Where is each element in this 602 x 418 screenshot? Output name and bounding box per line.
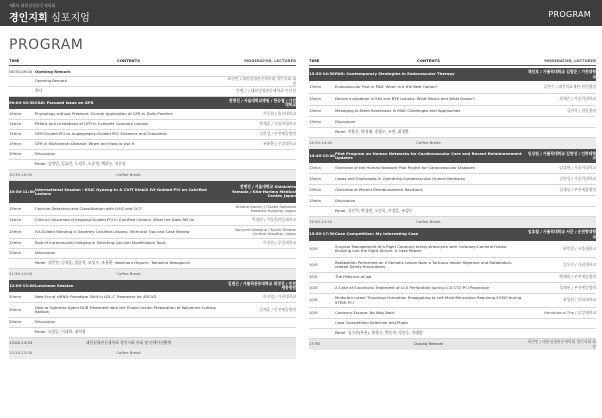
row-content: Clinical Outcomes of Imaging-Guided PCI in Calcified Lesions: What the Data Tell Us xyxy=(35,217,195,223)
session-header-row xyxy=(309,149,596,163)
program-row xyxy=(9,226,296,239)
row-time: 14:30-14:40 xyxy=(309,140,333,146)
row-time: 30min xyxy=(9,151,21,157)
program-row xyxy=(309,163,596,174)
header-contents: CONTENTS xyxy=(417,58,440,64)
row-content: International Session - KSIC Gyeong-in & CVIT Kinki2 IVI-Guided PCI on Calcified Lesions xyxy=(35,186,207,196)
row-time: 09:00-10:30 xyxy=(9,99,35,105)
page-title: PROGRAM xyxy=(9,37,84,53)
program-row xyxy=(309,185,596,196)
banner-program-label: PROGRAM xyxy=(548,10,591,19)
coffee-break-row xyxy=(9,269,296,280)
top-banner xyxy=(0,0,602,26)
row-content: Panel: 유성일, 이대희, 최혁경 xyxy=(35,329,86,335)
row-time: 15min xyxy=(309,164,321,170)
program-row xyxy=(9,216,296,226)
row-time: 10/5 xyxy=(309,309,318,315)
row-time: 17:30 xyxy=(309,341,320,347)
row-time: 13:20-13:30 xyxy=(9,350,33,356)
row-content: Coffee Break xyxy=(116,350,141,356)
row-content: Panel: 김정민, 김효민, 노경호, 도준형, 백현우, 서은종 xyxy=(35,161,126,167)
row-time: 15min xyxy=(9,240,21,246)
row-lecturer: 김범근 / 가톨릭관동대학교 최영진 / 부천세종병원 xyxy=(227,280,296,290)
row-lecturer: Noriyuki Wakana / Kyoto Tanabe Central Hospital, Japan xyxy=(235,226,296,236)
row-lecturer: 성재현 / 부천세종병원 xyxy=(559,284,596,290)
row-time: 08:50-09:00 xyxy=(9,68,33,74)
program-row xyxy=(309,273,596,283)
header-moderator: MODERATOR, LECTURER xyxy=(544,58,596,64)
row-content: Cases and Challenges in Operating Cardiovascular Human Networks xyxy=(335,175,466,181)
row-content: Panel: 박용준, 박지혜, 송영우, 조현, 최경환 xyxy=(335,129,409,135)
row-content: Device Innovation in SFA and BTK Lesions: What Works and What Doesn't xyxy=(335,96,475,102)
program-row xyxy=(309,196,596,207)
row-time: 15min xyxy=(9,131,21,137)
row-lecturer: 이상현 / 중앙대학교 xyxy=(262,240,296,246)
session-header-row xyxy=(309,228,596,241)
program-row xyxy=(309,106,596,117)
row-content: Discussion xyxy=(335,118,356,124)
row-content: PAD: Contemporary Strategies in Endovascular Therapy xyxy=(335,71,455,77)
row-time: 15:40-15:50 xyxy=(309,219,333,225)
row-content: Coronary Escape: No Way Back xyxy=(335,309,395,315)
left-table-header xyxy=(9,58,296,66)
coffee-break-row xyxy=(309,217,596,228)
row-lecturer: 최헌인 / 대한심혈관중재학회 경인지회 회장 xyxy=(227,77,296,86)
row-time: 20min xyxy=(9,319,21,325)
program-row xyxy=(9,249,296,259)
row-time: 15min xyxy=(9,205,21,211)
row-time: 15min xyxy=(309,175,321,181)
row-time: 10/5 xyxy=(309,245,318,251)
row-content: Pilot Program on Human Networks for Cardiovascular Care and Recent Reimbursement Updates xyxy=(335,150,522,160)
row-content: 대한심혈관중재학회 경인지회 총회 및 단체사진촬영 xyxy=(85,339,172,345)
row-content: Panel: 김민진, 김지훈, 임종석, 조성우, 조윤환, Yoshiharu Higuchi, Tomohiro Yamaguchi xyxy=(35,260,190,266)
row-time: 15min xyxy=(309,118,321,124)
row-lecturer: 전병진 / 서울대학교병원 / 한승철 / 가천대학교 xyxy=(228,97,296,107)
row-content: Case Competition: My Interesting Case xyxy=(335,231,419,237)
coffee-break-row xyxy=(9,170,296,181)
program-row xyxy=(9,318,296,328)
header-time: TIME xyxy=(9,58,20,64)
row-content: Opening Remark xyxy=(35,68,71,74)
row-lecturer: 김재상 / 부천세종병원 xyxy=(559,186,596,192)
row-time: 15min xyxy=(309,107,321,113)
row-time: 15min xyxy=(9,228,21,234)
row-time: 15:50-17:30 xyxy=(309,231,335,237)
row-content: IVI-Guided Stenting in Severely Calcified Lesions: Technical Tips and Case Review xyxy=(35,228,190,234)
row-lecturer: Hendrianus The / 중앙대학교 xyxy=(543,309,596,315)
banner-title: 경인지회 심포지엄 xyxy=(9,13,90,24)
session-header-row xyxy=(309,68,596,81)
program-row xyxy=(9,259,296,269)
program-row xyxy=(9,130,296,140)
row-time: 13:30-14:30 xyxy=(309,71,335,77)
row-content: Discussion xyxy=(35,319,56,325)
row-content: Case Competition Selection and Photo xyxy=(335,320,408,326)
program-row xyxy=(9,77,296,87)
row-lecturer: 전병진 / 서울대학교 Shinichiro Yamada / Kita-Harima Medical Center, Japan xyxy=(231,184,296,199)
row-time: 15min xyxy=(309,96,321,102)
row-time: 15min xyxy=(9,110,21,116)
row-content: Physiology without Pressure: Clinical Application of GFR in Daily Practice xyxy=(35,110,173,116)
row-content: Endovascular First in PAD: When is it the Best Option? xyxy=(335,83,438,89)
program-row xyxy=(309,128,596,138)
row-content: New Era of siRNA: Paradigm Shift in LDL-C Treatment for ASCVD xyxy=(35,293,157,299)
row-time: 10/5 xyxy=(309,274,318,280)
row-time: 20min xyxy=(9,293,21,299)
row-content: A Case of Successful Treatment of LCX Perforation during LCX CTO PCI Procedure xyxy=(335,284,490,290)
row-content: Opening Remark xyxy=(35,78,67,84)
session-header-row xyxy=(9,97,296,109)
row-content: Overview of Recent Reimbursement Revisions xyxy=(335,186,423,192)
row-content: Managing In-Stent Restenosis in PAD: Challenges and Approaches xyxy=(335,107,461,113)
program-row xyxy=(309,207,596,217)
row-time: 15min xyxy=(9,121,21,127)
row-time: 13:00-13:20 xyxy=(9,339,33,345)
program-row xyxy=(9,203,296,216)
program-row xyxy=(309,258,596,273)
program-row xyxy=(309,308,596,319)
row-content: Discussion xyxy=(35,151,56,157)
program-row xyxy=(9,338,296,348)
row-content: Pitfalls and Limitations of GFR in Complex Coronary Lesions xyxy=(35,121,149,127)
program-row xyxy=(309,319,596,329)
program-row xyxy=(9,239,296,249)
banner-subtitle: 제6차 대한심혈관중재학회 xyxy=(9,3,56,8)
program-row xyxy=(309,174,596,185)
row-lecturer: 임효철 / 가톨릭대학교 서준 / 순천향대학교 xyxy=(527,229,596,239)
row-content: Closing Remark xyxy=(413,341,444,347)
row-lecturer: 백재원 / 부천세종병원 xyxy=(559,274,596,280)
row-content: GFR in Multivessel Disease: When and How to Use It xyxy=(35,141,135,147)
row-lecturer: 김현섭 / 가톨릭대학교 xyxy=(559,175,596,181)
program-row xyxy=(309,81,596,94)
program-row xyxy=(9,303,296,318)
row-content: Rotablation Performed on a Stenotic Lesion Near a Tortuous Vessel Segment and Rotablation-related Safety Precautions xyxy=(335,259,513,269)
row-content: Coffee Break xyxy=(116,271,141,277)
row-lecturer: 가웅원 / 울산대학교 xyxy=(262,110,296,116)
header-time: TIME xyxy=(309,58,320,64)
session-header-row xyxy=(9,181,296,203)
row-lecturer: 채인호 / 가톨릭대학교 김범준 / 가천대학교 xyxy=(527,69,596,79)
row-lecturer: 김지석 / 한일병원 xyxy=(566,107,596,113)
program-row xyxy=(9,160,296,170)
row-time: 10:30-10:50 xyxy=(9,172,33,178)
row-content: Coffee Break xyxy=(416,140,441,146)
header-moderator: MODERATOR, LECTURER xyxy=(244,58,296,64)
program-row xyxy=(309,339,596,350)
row-content: Overview of the Human Network Pilot Project for Cardiovascular Diseases xyxy=(335,164,475,170)
row-lecturer: 김인성 / 부천세종병원 xyxy=(259,131,296,137)
row-time: 11:50-12:00 xyxy=(9,271,33,277)
row-content: Panel: 김수현(부천), 원형규, 박은희, 정종호, 한대범 xyxy=(335,330,423,336)
session-header-row xyxy=(9,280,296,292)
program-row xyxy=(9,292,296,303)
row-content: Surgical Management of a Right Coronary Artery Aneurysm with Coronary-Cameral Fistula Draining into the Right Atrium: A Case Report xyxy=(335,243,507,253)
program-row xyxy=(309,241,596,258)
row-time: 12:00-13:00 xyxy=(9,282,35,288)
row-content: Multiple in-stent Thrombus Formation Propagating to Left Main Bifurcation Requiring ECMO during STEMI PCI xyxy=(335,295,522,305)
row-content: GFR-Guided PCI vs Angiography-Guided PCI: Evidence and Outcomes xyxy=(35,131,167,137)
row-time: 20min xyxy=(9,250,21,256)
program-row xyxy=(9,140,296,150)
row-time: 15min xyxy=(309,197,321,203)
row-content: 축사 xyxy=(35,88,43,94)
program-row xyxy=(309,329,596,339)
row-lecturer: 권민열 / 서울대학교 xyxy=(562,245,596,251)
program-row xyxy=(9,120,296,130)
program-row xyxy=(9,328,296,338)
row-lecturer: 임상원 / 가톨릭대학교 김현성 / 인하대학교 xyxy=(527,150,596,160)
row-time: 10/5 xyxy=(309,261,318,267)
row-lecturer: 최재준 / 가톨릭대학교 xyxy=(559,96,596,102)
row-content: How to Optimize Agent DCB Treatment with the Proper Lesion Preparation of Wolverine Cutting Balloon xyxy=(35,304,216,314)
row-lecturer: 김동진 / 가천대학교 xyxy=(562,261,596,267)
program-row xyxy=(9,150,296,160)
row-time: 20min xyxy=(9,306,21,312)
row-content: Discussion xyxy=(35,250,56,256)
row-content: Coffee Break xyxy=(416,219,441,225)
row-content: Luncheon Session xyxy=(35,282,74,288)
row-lecturer: 최성현 / 인하대학교 xyxy=(562,297,596,303)
row-time: 15min xyxy=(309,83,321,89)
row-time: 15min xyxy=(9,141,21,147)
header-contents: CONTENTS xyxy=(117,58,140,64)
row-content: Calcium Detection and Classification with IVUS and OCT xyxy=(35,205,142,211)
program-row xyxy=(9,87,296,97)
program-row xyxy=(9,109,296,120)
right-table-header xyxy=(309,58,596,66)
program-row xyxy=(309,94,596,106)
coffee-break-row xyxy=(9,348,296,359)
row-content: Coffee Break xyxy=(116,172,141,178)
row-lecturer: 조윤환 / 중앙대학교 xyxy=(262,141,296,147)
coffee-break-row xyxy=(309,138,596,149)
program-row xyxy=(9,68,296,77)
row-lecturer: 김형수 / 대진의료재단 원신병원 xyxy=(543,83,596,89)
row-content: The Patience of Job xyxy=(335,274,372,280)
row-content: Panel: 김인석, 박상현, 오승목, 이경훈, 조성우 xyxy=(335,208,413,214)
row-lecturer: Amane Kozuki / Osaka Saiseikai Nakatsu Hospital, Japan xyxy=(235,203,296,213)
program-row xyxy=(309,117,596,128)
row-time: 14:40-15:40 xyxy=(309,152,335,158)
row-lecturer: 최헌인 / 대한심혈관중재학회 경인지회 회장 xyxy=(527,339,596,349)
row-lecturer: 김세훈 / 인천세종병원 xyxy=(259,306,296,312)
row-time: 15min xyxy=(309,186,321,192)
program-row xyxy=(309,283,596,294)
row-content: Role of Intravascular Imaging in Selecting Calcium Modification Tools xyxy=(35,240,166,246)
row-time: 10/5 xyxy=(309,284,318,290)
row-time: 10:50-11:50 xyxy=(9,188,35,194)
row-lecturer: 박철현 / 가톨릭관동대학교 xyxy=(251,217,296,223)
row-lecturer: 임상현 / 가톨릭대학교 xyxy=(559,164,596,170)
row-lecturer: 안병근 / 대한심혈관중재학회 이사장 xyxy=(236,88,296,94)
row-time: 10/5 xyxy=(309,297,318,303)
program-row xyxy=(309,294,596,308)
row-content: Discussion xyxy=(335,197,356,203)
row-lecturer: 변재훈 / 가톨릭대학교 xyxy=(259,121,296,127)
row-time: 15min xyxy=(9,217,21,223)
row-lecturer: 이지영 / 가천대학교 xyxy=(262,293,296,299)
row-content: CAD: Focused Issue on GFR xyxy=(35,99,94,105)
